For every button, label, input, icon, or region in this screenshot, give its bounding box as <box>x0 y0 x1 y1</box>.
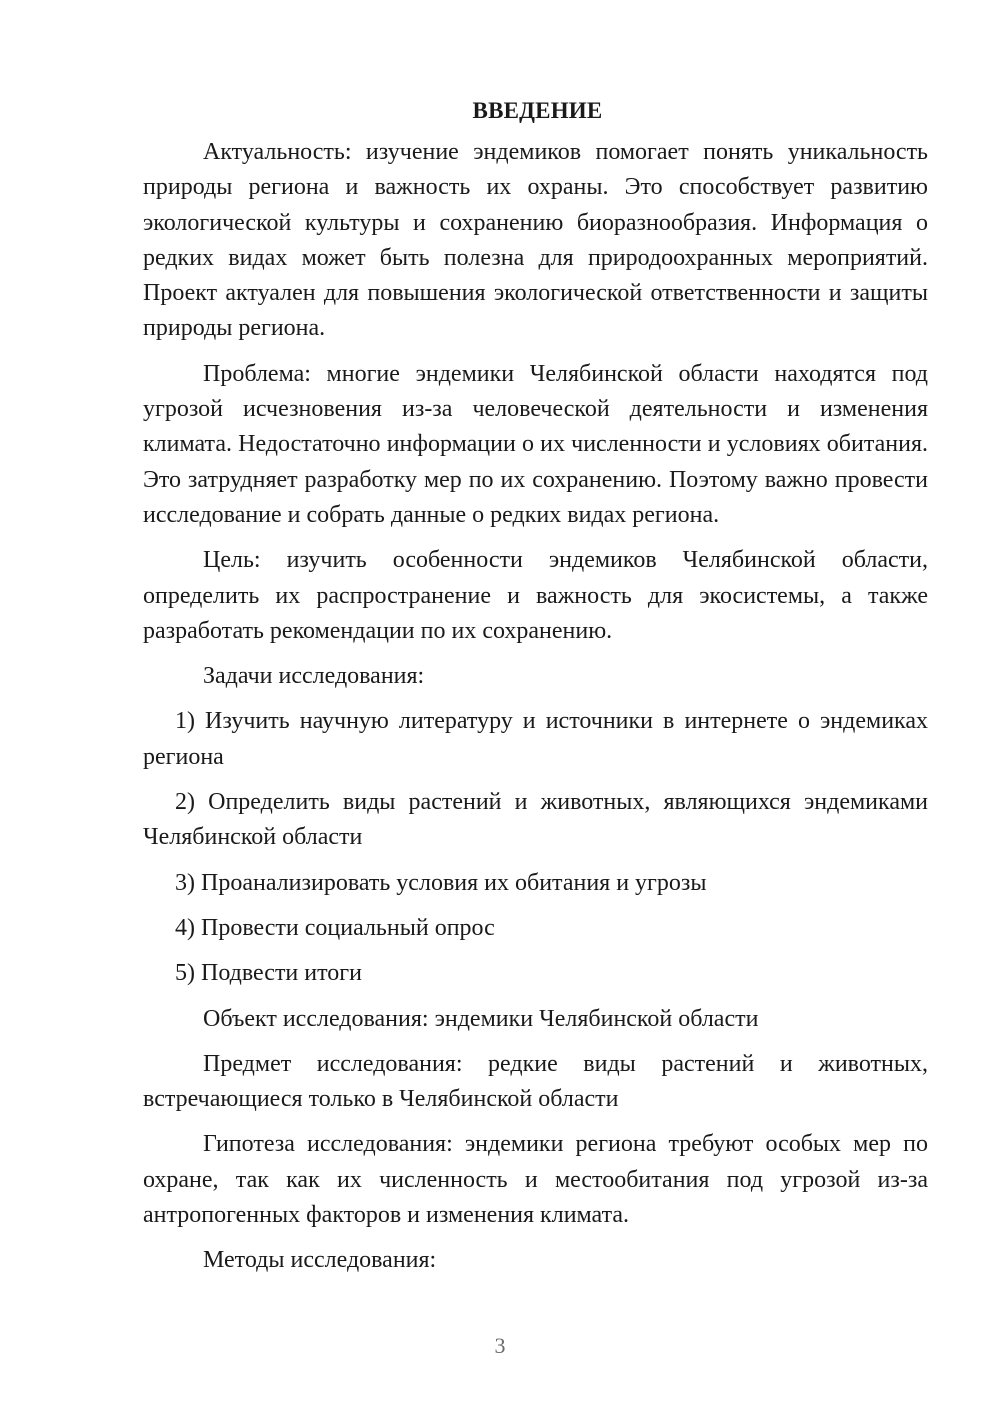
task-item-4: 4) Провести социальный опрос <box>175 914 495 941</box>
task-item-1: 1) Изучить научную литературу и источники в интернете о эндемиках региона <box>143 708 928 770</box>
tasks-title: Задачи исследования: <box>203 663 425 690</box>
task-item-5: 5) Подвести итоги <box>175 960 362 987</box>
section-heading: ВВЕДЕНИЕ <box>472 98 603 123</box>
subject-paragraph: Предмет исследования: редкие виды растений и животных, встречающиеся только в Челябинской области <box>143 1050 928 1113</box>
methods-title: Методы исследования: <box>203 1247 437 1274</box>
object-paragraph: Объект исследования: эндемики Челябинской области <box>203 1005 759 1032</box>
problem-paragraph: Проблема: многие эндемики Челябинской области находятся под угрозой исчезновения из-за человеческой деятельности и изменения климата. Недостаточно информации о их численности и условиях обитания. Это затрудняет разработку мер по их сохранению. Поэтому важно провести исследование и собрать данные о редких видах региона. <box>143 360 928 528</box>
task-item-2: 2) Определить виды растений и животных, являющихся эндемиками Челябинской области <box>143 789 928 851</box>
page-content <box>143 93 928 1289</box>
goal-paragraph: Цель: изучить особенности эндемиков Челябинской области, определить их распространение и важность для экосистемы, а также разработать рекомендации по их сохранению. <box>143 547 928 644</box>
page-number: 3 <box>494 1333 506 1358</box>
task-item-3: 3) Проанализировать условия их обитания и угрозы <box>175 869 707 896</box>
hypothesis-paragraph: Гипотеза исследования: эндемики региона требуют особых мер по охране, так как их численность и местообитания под угрозой из-за антропогенных факторов и изменения климата. <box>143 1131 928 1229</box>
relevance-paragraph: Актуальность: изучение эндемиков помогает понять уникальность природы региона и важность их охраны. Это способствует развитию экологической культуры и сохранению биоразнообразия. Информация о редких видах может быть полезна для природоохранных мероприятий. Проект актуален для повышения экологической ответственности и защиты природы региона. <box>143 139 928 342</box>
